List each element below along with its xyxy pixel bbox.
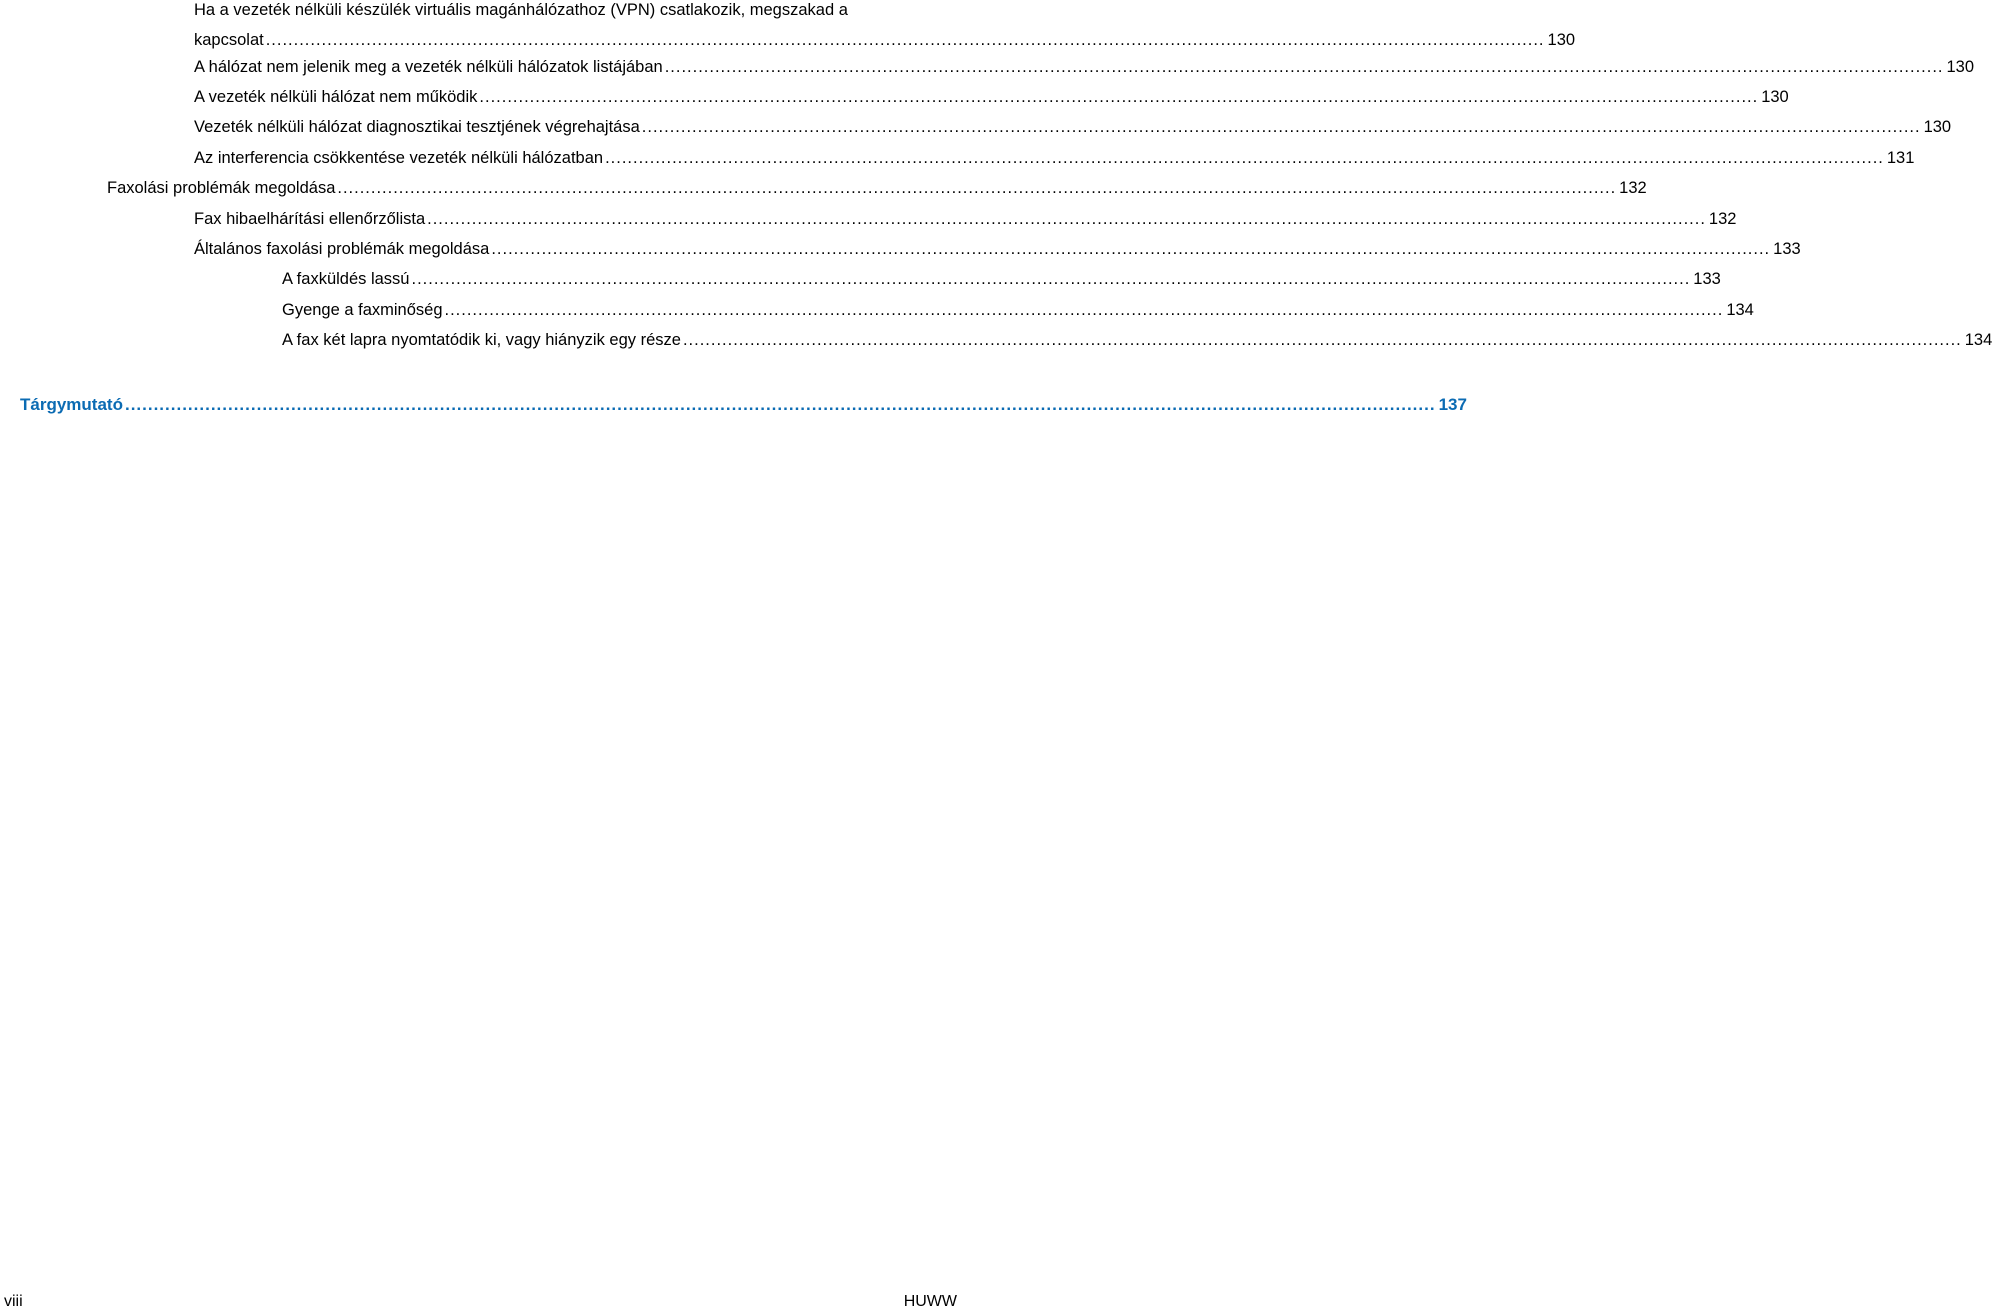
toc-entry-page: 133 — [1693, 270, 1721, 288]
toc-entry-page: 131 — [1886, 149, 1915, 167]
toc-entry-page: 130 — [1547, 31, 1576, 49]
toc-entry-title: Az interferencia csökkentése vezeték nélküli hálózatban — [194, 149, 604, 167]
toc-entry[interactable] — [194, 148, 1915, 168]
toc-entry-sub[interactable] — [282, 269, 1721, 289]
toc-entry-title: A fax két lapra nyomtatódik ki, vagy hiányzik egy része — [282, 331, 681, 349]
toc-entry[interactable] — [194, 239, 1801, 259]
dot-leader: ..................................................................................................................................................................................................................................... — [664, 58, 1944, 76]
dot-leader: ..................................................................................................................................................................................................................................... — [641, 118, 1921, 136]
toc-entry-page: 133 — [1773, 240, 1801, 258]
toc-chapter-index[interactable] — [20, 394, 1467, 416]
toc-entry-page: 130 — [1946, 58, 1975, 76]
toc-entry-title: Gyenge a faxminőség — [282, 301, 443, 319]
toc-entry[interactable] — [194, 57, 1975, 77]
dot-leader: ..................................................................................................................................................................................................................................... — [124, 395, 1436, 414]
toc-entry-title-line1: Ha a vezeték nélküli készülék virtuális magánhálózathoz (VPN) csatlakozik, megszakad a — [194, 1, 848, 19]
toc-entry[interactable] — [194, 87, 1789, 107]
toc-entry-title: A hálózat nem jelenik meg a vezeték nélküli hálózatok listájában — [194, 58, 663, 76]
toc-entry-page: 132 — [1619, 179, 1647, 197]
dot-leader: ..................................................................................................................................................................................................................................... — [479, 88, 1759, 106]
toc-entry-section[interactable] — [107, 178, 1647, 198]
dot-leader: ..................................................................................................................................................................................................................................... — [337, 179, 1617, 197]
toc-entry-page: 132 — [1708, 210, 1737, 228]
toc-entry[interactable] — [194, 209, 1737, 229]
toc-entry-sub[interactable] — [282, 330, 1992, 350]
dot-leader: ..................................................................................................................................................................................................................................... — [411, 270, 1691, 288]
footer-doc-code: HUWW — [903, 1293, 957, 1310]
toc-entry-page: 134 — [1964, 331, 1992, 349]
dot-leader: ..................................................................................................................................................................................................................................... — [265, 31, 1545, 49]
toc-entry-title: Faxolási problémák megoldása — [107, 179, 336, 197]
footer-page-number: viii — [4, 1293, 23, 1310]
toc-entry-page: 130 — [1923, 118, 1952, 136]
dot-leader: ..................................................................................................................................................................................................................................... — [491, 240, 1771, 258]
toc-entry-title: A vezeték nélküli hálózat nem működik — [194, 88, 478, 106]
toc-entry[interactable] — [194, 117, 1952, 137]
dot-leader: ..................................................................................................................................................................................................................................... — [427, 210, 1706, 228]
toc-entry-title: A faxküldés lassú — [282, 270, 410, 288]
toc-entry-sub[interactable] — [282, 300, 1754, 320]
dot-leader: ..................................................................................................................................................................................................................................... — [444, 301, 1724, 319]
toc-entry-page: 130 — [1761, 88, 1789, 106]
toc-chapter-title: Tárgymutató — [20, 395, 123, 414]
toc-entry-vpn[interactable] — [194, 0, 1576, 50]
toc-entry-title: Fax hibaelhárítási ellenőrzőlista — [194, 210, 426, 228]
dot-leader: ..................................................................................................................................................................................................................................... — [682, 331, 1962, 349]
toc-entry-title: Vezeték nélküli hálózat diagnosztikai tesztjének végrehajtása — [194, 118, 640, 136]
toc-entry-title: kapcsolat — [194, 31, 264, 49]
toc-entry-page: 134 — [1726, 301, 1754, 319]
dot-leader: ..................................................................................................................................................................................................................................... — [605, 149, 1884, 167]
toc-chapter-page: 137 — [1438, 395, 1467, 414]
toc-entry-title: Általános faxolási problémák megoldása — [194, 240, 490, 258]
